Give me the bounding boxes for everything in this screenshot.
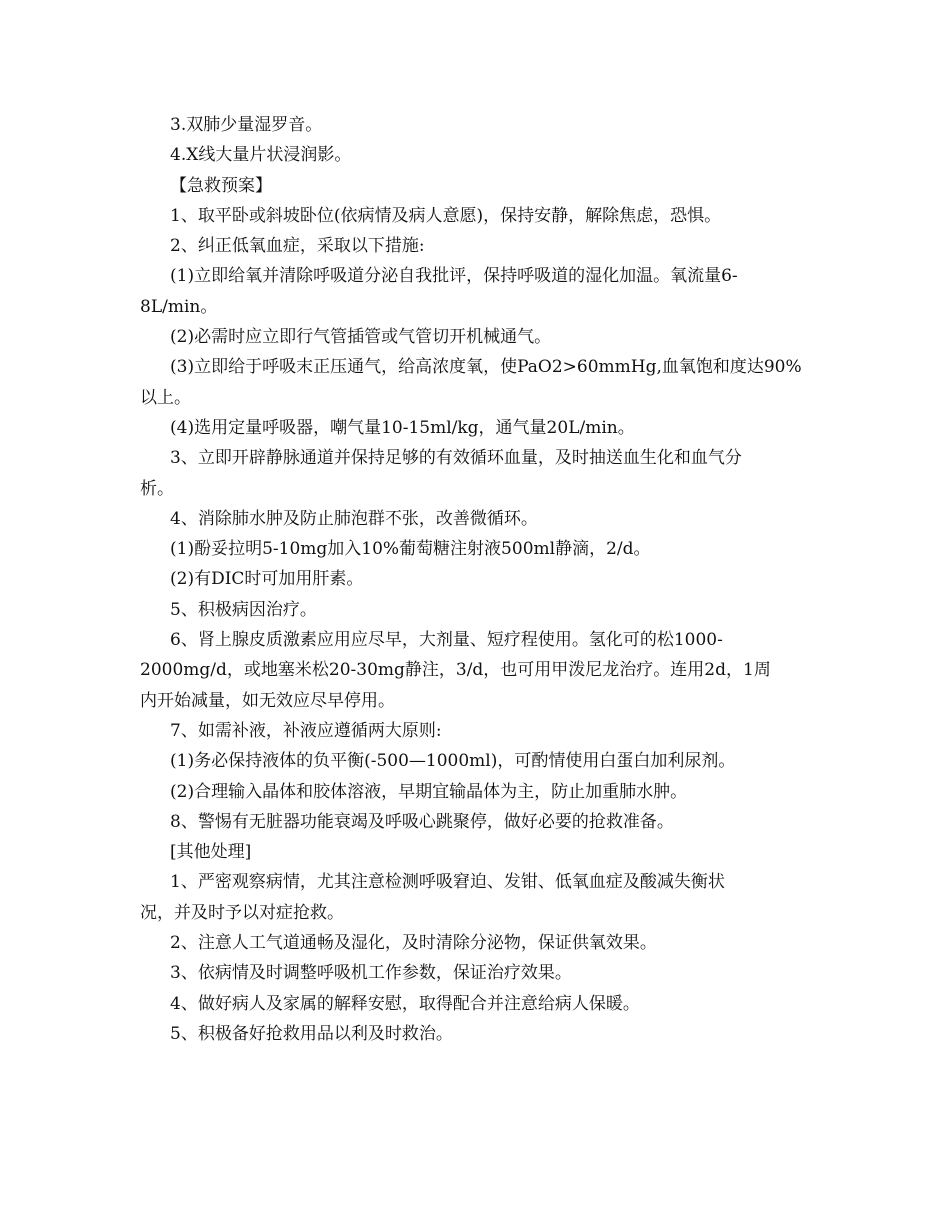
text-line: (1)酚妥拉明5-10mg加入10%葡萄糖注射液500ml静滴，2/d。 [170,539,651,560]
text-line: 2、纠正低氧血症，采取以下措施: [170,236,425,257]
text-line: 内开始减量，如无效应尽早停用。 [140,690,395,711]
text-line: (2)必需时应立即行气管插管或气管切开机械通气。 [170,327,552,348]
section-heading: 【急救预案】 [170,175,272,196]
text-line: 4、做好病人及家属的解释安慰，取得配合并注意给病人保暖。 [170,993,640,1014]
text-line: 析。 [140,478,174,499]
text-line: 3.双肺少量湿罗音。 [170,115,323,135]
text-line: 8、警惕有无脏器功能衰竭及呼吸心跳聚停，做好必要的抢救准备。 [170,811,674,832]
section-heading: [其他处理] [170,842,252,863]
text-line: (2)有DIC时可加用肝素。 [170,569,364,590]
text-line: 8L/min。 [140,296,218,317]
text-line: (1)立即给氧并清除呼吸道分泌自我批评，保持呼吸道的湿化加温。氧流量6- [170,266,738,287]
text-line: (4)选用定量呼吸器，嘲气量10-15ml/kg，通气量20L/min。 [170,417,635,438]
text-line: 2000mg/d，或地塞米松20-30mg静注，3/d，也可用甲泼尼龙治疗。连用2d，1周 [140,660,771,681]
text-line: 5、积极病因治疗。 [170,599,317,620]
text-line: 3、立即开辟静脉通道并保持足够的有效循环血量，及时抽送血生化和血气分 [170,448,742,469]
text-line: 5、积极备好抢救用品以利及时救治。 [170,1023,453,1044]
text-line: 1、取平卧或斜坡卧位(依病情及病人意愿)，保持安静，解除焦虑，恐惧。 [170,205,722,226]
text-line: 况，并及时予以对症抢救。 [140,902,344,923]
text-line: (1)务必保持液体的负平衡(-500—1000ml)，可酌情使用白蛋白加利尿剂。 [170,751,736,772]
text-line: 以上。 [140,387,191,408]
document-page [140,110,820,1049]
text-line: 2、注意人工气道通畅及湿化，及时清除分泌物，保证供氧效果。 [170,933,657,954]
text-line: (2)合理输入晶体和胶体溶液，早期宜输晶体为主，防止加重肺水肿。 [170,781,688,802]
text-line: 6、肾上腺皮质激素应用应尽早，大剂量、短疗程使用。氢化可的松1000- [170,630,723,651]
text-line: 1、严密观察病情，尤其注意检测呼吸窘迫、发钳、低氧血症及酸减失衡状 [170,872,725,893]
text-line: 3、依病情及时调整呼吸机工作参数，保证治疗效果。 [170,963,572,984]
text-line: 4、消除肺水肿及防止肺泡群不张，改善微循环。 [170,508,538,529]
text-line: (3)立即给于呼吸末正压通气，给高浓度氧，使PaO2>60mmHg,血氧饱和度达90% [170,357,802,378]
text-line: 7、如需补液，补液应遵循两大原则: [170,720,442,741]
text-line: 4.X线大量片状浸润影。 [170,145,352,166]
